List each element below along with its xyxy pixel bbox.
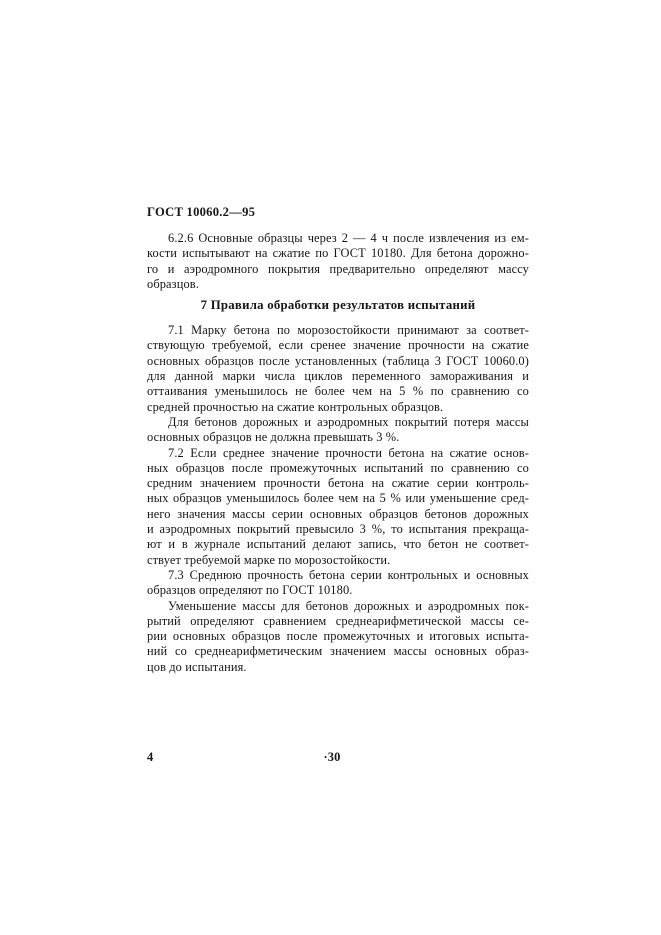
paragraph-7-2 <box>147 446 529 568</box>
text-line: и аэродромных покрытий превысило 3 %, то испытания прекраща- <box>147 522 529 537</box>
text-line: ний со среднеарифметическим значением массы основных образ- <box>147 644 529 659</box>
text-line: цов до испытания. <box>147 659 247 674</box>
text-line: 7.1 Марку бетона по морозостойкости принимают за соответ- <box>168 323 529 338</box>
text-line: го и аэродромного покрытия предварительно определяют массу <box>147 261 529 276</box>
text-line: ют и в журнале испытаний делают запись, что бетон не соответ- <box>147 537 529 552</box>
document-code-header: ГОСТ 10060.2—95 <box>147 205 256 219</box>
section-7-heading: 7 Правила обработки результатов испытаний <box>200 298 476 313</box>
text-line: образцов определяют по ГОСТ 10180. <box>147 583 353 598</box>
paragraph-6-2-6 <box>147 231 529 292</box>
paragraph-mass-loss-limit <box>147 415 529 446</box>
text-line: средней прочностью на сжатие контрольных образцов. <box>147 399 444 414</box>
document-content <box>147 205 529 675</box>
paragraph-7-3 <box>147 568 529 599</box>
text-line: образцов. <box>147 276 199 291</box>
text-line: 6.2.6 Основные образцы через 2 — 4 ч после извлечения из ем- <box>168 231 529 245</box>
text-line: кости испытывают на сжатие по ГОСТ 10180. Для бетона дорожно- <box>147 246 529 261</box>
text-line: рытий определяют сравнением среднеарифметической массы се- <box>147 613 529 628</box>
text-line: основных образцов не должна превышать 3 %. <box>147 430 400 445</box>
text-line: ствующую требуемой, если сренее значение прочности на сжатие <box>147 338 529 353</box>
text-line: оттаивания уменьшилось не более чем на 5 % по сравнению со <box>147 384 529 399</box>
paragraph-mass-comparison <box>147 599 529 675</box>
text-line: 7.2 Если среднее значение прочности бетона на сжатие основ- <box>168 445 529 460</box>
text-line: Для бетонов дорожных и аэродромных покрытий потеря массы <box>168 414 529 429</box>
page-number-center: ·30 <box>323 750 341 764</box>
text-line: Уменьшение массы для бетонов дорожных и аэродромных пок- <box>168 598 529 613</box>
page-number-left: 4 <box>147 750 154 764</box>
text-line: 7.3 Среднюю прочность бетона серии контрольных и основных <box>168 567 529 582</box>
text-line: ствует требуемой марке по морозостойкости. <box>147 552 391 567</box>
text-line: рии основных образцов после промежуточных и итоговых испыта- <box>147 629 529 644</box>
paragraph-7-1 <box>147 323 529 415</box>
text-line: средним значением прочности бетона на сжатие серии контроль- <box>147 476 529 491</box>
text-line: ных образцов уменьшилось более чем на 5 % или уменьшение сред- <box>147 491 529 506</box>
text-line: для данной марки числа циклов переменного замораживания и <box>147 369 529 384</box>
text-line: ных образцов после промежуточных испытаний по сравнению со <box>147 460 529 475</box>
text-line: него значения массы серии основных образцов бетонов дорожных <box>147 506 529 521</box>
text-line: основных образцов после установленных (таблица 3 ГОСТ 10060.0) <box>147 353 529 368</box>
